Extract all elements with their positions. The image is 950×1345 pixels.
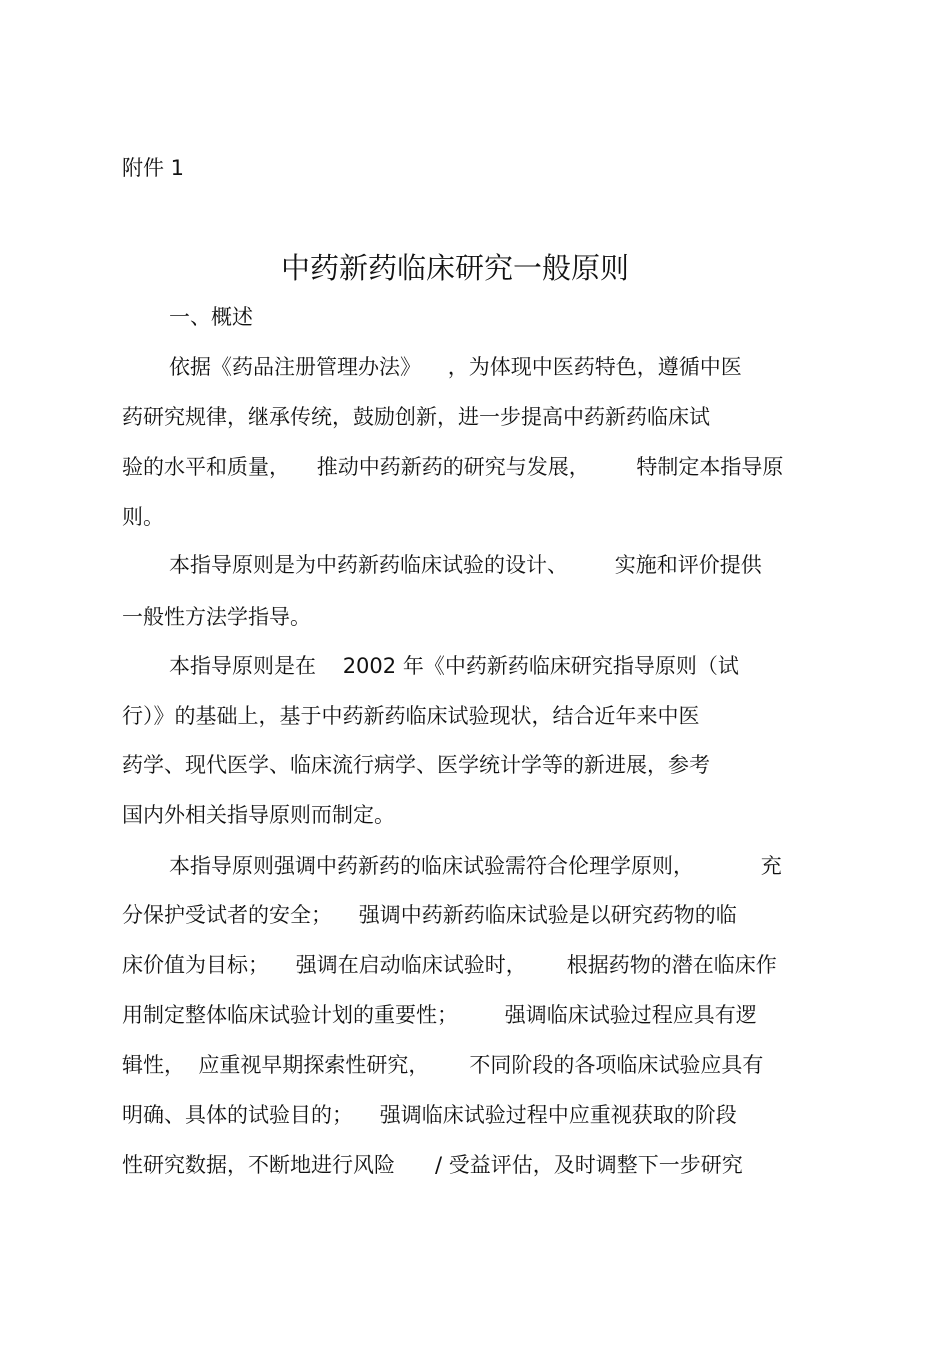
paragraph-line: 本指导原则强调中药新药的临床试验需符合伦理学原则， 充 xyxy=(169,854,782,878)
paragraph-line: 辑性， 应重视早期探索性研究， 不同阶段的各项临床试验应具有 xyxy=(122,1053,764,1077)
document-title: 中药新药临床研究一般原则 xyxy=(280,251,629,285)
paragraph-line: 本指导原则是在 2002 年《中药新药临床研究指导原则（试 xyxy=(169,654,739,678)
paragraph-line: 国内外相关指导原则而制定。 xyxy=(122,803,395,827)
paragraph-line: 用制定整体临床试验计划的重要性； 强调临床试验过程应具有逻 xyxy=(122,1003,757,1027)
paragraph-line: 验的水平和质量， 推动中药新药的研究与发展， 特制定本指导原 xyxy=(122,455,784,479)
paragraph-line: 床价值为目标； 强调在启动临床试验时， 根据药物的潜在临床作 xyxy=(122,953,777,977)
paragraph-line: 性研究数据，不断地进行风险 / 受益评估，及时调整下一步研究 xyxy=(122,1153,743,1177)
paragraph-line: 分保护受试者的安全； 强调中药新药临床试验是以研究药物的临 xyxy=(122,903,737,927)
paragraph-line: 明确、具体的试验目的； 强调临床试验过程中应重视获取的阶段 xyxy=(122,1103,737,1127)
attachment-label: 附件 1 xyxy=(122,156,185,180)
paragraph-line: 行）》的基础上，基于中药新药临床试验现状，结合近年来中医 xyxy=(122,704,700,728)
paragraph-line: 一般性方法学指导。 xyxy=(122,605,311,629)
paragraph-line: 则。 xyxy=(122,505,164,529)
paragraph-line: 药研究规律，继承传统，鼓励创新，进一步提高中药新药临床试 xyxy=(122,405,710,429)
paragraph-line: 本指导原则是为中药新药临床试验的设计、 实施和评价提供 xyxy=(169,553,762,577)
paragraph-line: 药学、现代医学、临床流行病学、医学统计学等的新进展，参考 xyxy=(122,753,710,777)
paragraph-line: 依据《药品注册管理办法》 ，为体现中医药特色，遵循中医 xyxy=(169,355,742,379)
section-heading: 一、概述 xyxy=(169,305,253,329)
